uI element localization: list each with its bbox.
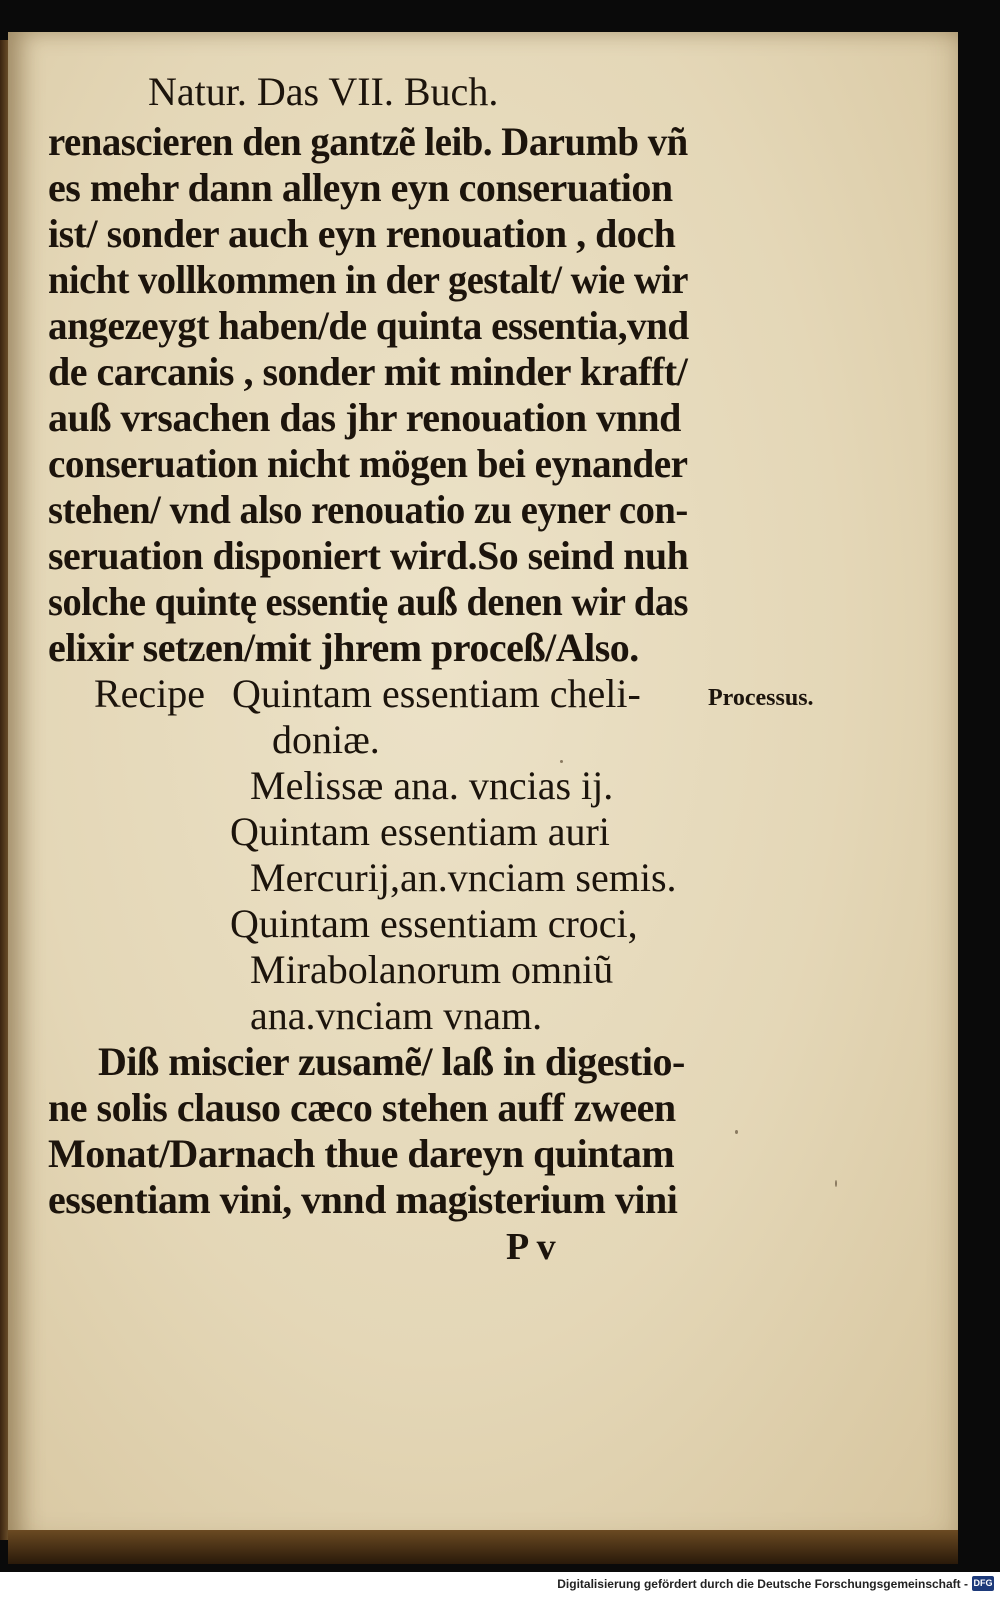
body-line: angezeygt haben/de quinta essentia,vnd — [48, 303, 689, 348]
footer-bar — [0, 1572, 1000, 1598]
recipe-line: Quintam essentiam auri — [230, 809, 610, 854]
margin-note: Processus. — [708, 685, 814, 711]
book-bottom-edge — [8, 1530, 958, 1564]
body-line: de carcanis , sonder mit minder krafft/ — [48, 349, 688, 394]
body-line: seruation disponiert wird.So seind nuh — [48, 533, 689, 578]
recipe-line: doniæ. — [272, 717, 380, 762]
recipe-line: Melissæ ana. vncias ij. — [250, 763, 614, 808]
closing-line: Monat/Darnach thue dareyn quintam — [48, 1131, 675, 1176]
recipe-line: Mirabolanorum omniũ — [250, 947, 614, 992]
closing-line: Diß miscier zusamẽ/ laß in digestio- — [98, 1039, 685, 1084]
ink-speck — [835, 1180, 837, 1187]
signature-mark: P v — [506, 1226, 556, 1268]
body-line: stehen/ vnd also renouatio zu eyner con- — [48, 487, 688, 532]
body-line: ist/ sonder auch eyn renouation , doch — [48, 211, 676, 256]
ink-speck — [735, 1130, 738, 1134]
recipe-line: Quintam essentiam cheli- — [232, 671, 641, 716]
recipe-line: Mercurij,an.vnciam semis. — [250, 855, 677, 900]
body-line: auß vrsachen das jhr renouation vnnd — [48, 395, 681, 440]
recipe-line: Quintam essentiam croci, — [230, 901, 638, 946]
body-line: renascieren den gantzẽ leib. Darumb vñ — [48, 119, 688, 164]
body-line: elixir setzen/mit jhrem proceß/Also. — [48, 625, 639, 670]
recipe-label: Recipe — [94, 671, 206, 716]
footer-credit: Digitalisierung gefördert durch die Deutsche Forschungsgemeinschaft - — [557, 1577, 968, 1591]
running-header: Natur. Das VII. Buch. — [148, 69, 499, 114]
closing-line: essentiam vini, vnnd magisterium vini — [48, 1177, 678, 1222]
dfg-logo-icon: DFG — [972, 1576, 994, 1591]
body-line: solche quintę essentię auß denen wir das — [48, 579, 689, 624]
body-line: es mehr dann alleyn eyn conseruation — [48, 165, 673, 210]
recipe-line: ana.vnciam vnam. — [250, 993, 543, 1038]
body-line: nicht vollkommen in der gestalt/ wie wir — [48, 257, 688, 302]
closing-line: ne solis clauso cæco stehen auff zween — [48, 1085, 676, 1130]
body-line: conseruation nicht mögen bei eynander — [48, 441, 688, 486]
